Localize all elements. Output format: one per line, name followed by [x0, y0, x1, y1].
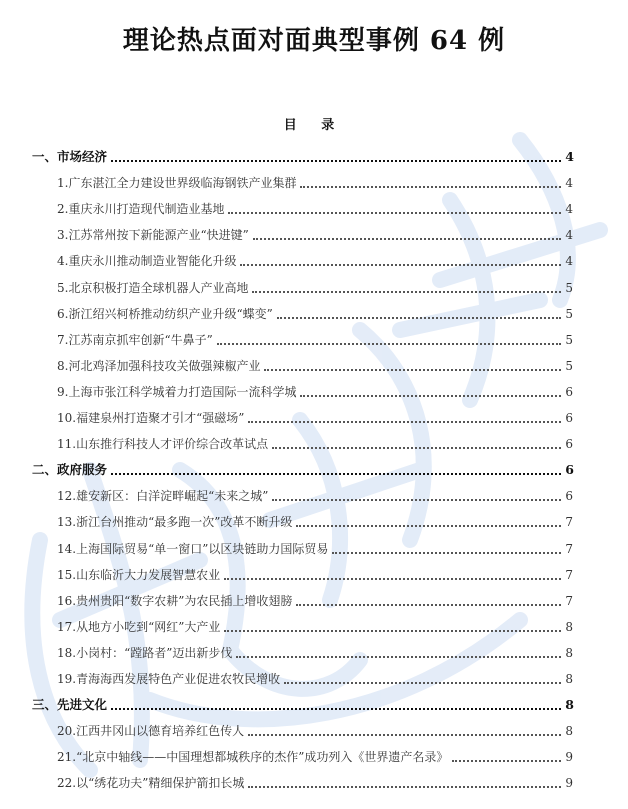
toc-leader-dots — [248, 421, 561, 423]
toc-entry-page: 7 — [565, 541, 573, 556]
toc-leader-dots — [332, 552, 561, 554]
toc-entry-page: 8 — [565, 619, 573, 634]
toc-entry-page: 4 — [565, 228, 573, 243]
toc-entry-title: 11.山东推行科技人才评价综合改革试点 — [57, 437, 269, 452]
toc-leader-dots — [284, 682, 561, 684]
toc-entry-title: 9.上海市张江科学城着力打造国际一流科学城 — [57, 384, 297, 399]
toc-entry-page: 5 — [565, 358, 573, 373]
toc-leader-dots — [248, 734, 561, 736]
toc-entry[interactable] — [0, 197, 628, 217]
toc-entry[interactable] — [0, 223, 628, 243]
toc-entry[interactable] — [0, 771, 628, 791]
toc-entry-title: 12.雄安新区：白洋淀畔崛起“未来之城” — [57, 489, 269, 504]
toc-leader-dots — [272, 499, 561, 501]
toc-entry-page: 5 — [565, 306, 573, 321]
toc-entry-page: 8 — [565, 724, 573, 739]
toc-entry[interactable] — [0, 328, 628, 348]
toc-leader-dots — [296, 604, 561, 606]
toc-entry[interactable] — [0, 302, 628, 322]
toc-section[interactable] — [0, 458, 628, 478]
toc-entry-title: 22.以“绣花功夫”精细保护箭扣长城 — [57, 776, 245, 791]
toc-leader-dots — [300, 395, 561, 397]
toc-entry-title: 6.浙江绍兴柯桥推动纺织产业升级“蝶变” — [57, 306, 273, 321]
toc-entry-page: 6 — [565, 384, 573, 399]
toc-entry-page: 7 — [565, 515, 573, 530]
toc-leader-dots — [252, 291, 561, 293]
toc-entry[interactable] — [0, 249, 628, 269]
toc-entry-title: 17.从地方小吃到“网红”大产业 — [57, 619, 221, 634]
toc-entry-title: 4.重庆永川推动制造业智能化升级 — [57, 254, 237, 269]
toc-entry[interactable] — [0, 171, 628, 191]
toc-entry-page: 6 — [565, 489, 573, 504]
toc-leader-dots — [236, 656, 561, 658]
page-title: 理论热点面对面典型事例 64 例 — [122, 26, 506, 56]
toc-entry-title: 21.“北京中轴线——中国理想都城秩序的杰作”成功列入《世界遗产名录》 — [57, 750, 449, 765]
toc-entry-page: 4 — [565, 202, 573, 217]
toc-leader-dots — [253, 238, 562, 240]
toc-entry-page: 7 — [565, 567, 573, 582]
toc-entry-page: 4 — [565, 254, 573, 269]
toc-entry-title: 16.贵州贵阳“数字农耕”为农民插上增收翅膀 — [57, 593, 293, 608]
toc-leader-dots — [228, 212, 561, 214]
toc-entry[interactable] — [0, 276, 628, 296]
toc-entry[interactable] — [0, 354, 628, 374]
toc-entry[interactable] — [0, 484, 628, 504]
toc-leader-dots — [111, 708, 561, 710]
toc-entry-page: 8 — [565, 645, 573, 660]
toc-entry-title: 三、先进文化 — [32, 697, 108, 713]
toc-entry-page: 6 — [565, 437, 573, 452]
toc-section[interactable] — [0, 145, 628, 165]
toc-entry-page: 6 — [565, 411, 573, 425]
toc-entry[interactable] — [0, 406, 628, 426]
toc-entry-title: 20.江西井冈山以德育培养红色传人 — [57, 724, 245, 739]
toc-entry-title: 14.上海国际贸易“单一窗口”以区块链助力国际贸易 — [57, 541, 329, 556]
toc-entry-page: 9 — [565, 750, 573, 765]
toc-leader-dots — [111, 160, 561, 162]
toc-entry[interactable] — [0, 510, 628, 530]
toc-entry[interactable] — [0, 537, 628, 557]
toc-entry-title: 8.河北鸡泽加强科技攻关做强辣椒产业 — [57, 358, 261, 373]
toc-entry-page: 6 — [565, 462, 574, 478]
toc-entry-page: 5 — [565, 280, 573, 295]
toc-leader-dots — [111, 473, 561, 475]
toc-entry-title: 10.福建泉州打造聚才引才“强磁场” — [57, 411, 245, 425]
toc-leader-dots — [272, 447, 561, 449]
toc-heading: 目 录 — [283, 118, 345, 133]
toc-entry-page: 8 — [565, 672, 573, 686]
toc-leader-dots — [264, 369, 561, 371]
toc-entry-title: 3.江苏常州按下新能源产业“快进键” — [57, 228, 249, 243]
toc-entry-title: 7.江苏南京抓牢创新“牛鼻子” — [57, 332, 213, 347]
toc-leader-dots — [224, 630, 561, 632]
toc-entry[interactable] — [0, 380, 628, 400]
toc-entry[interactable] — [0, 589, 628, 609]
toc-entry-page: 7 — [565, 593, 573, 608]
toc-entry-title: 一、市场经济 — [32, 149, 108, 164]
toc-entry-title: 1.广东湛江全力建设世界级临海钢铁产业集群 — [57, 176, 297, 191]
toc-entry-title: 18.小岗村：“蹚路者”迈出新步伐 — [57, 645, 233, 660]
toc-entry[interactable] — [0, 719, 628, 739]
toc-entry-title: 19.青海海西发展特色产业促进农牧民增收 — [57, 672, 281, 686]
toc-entry-page: 8 — [565, 697, 574, 713]
toc-entry[interactable] — [0, 563, 628, 583]
toc-leader-dots — [452, 760, 561, 762]
toc-leader-dots — [224, 578, 561, 580]
toc-entry[interactable] — [0, 641, 628, 661]
toc-entry[interactable] — [0, 615, 628, 635]
toc-entry-title: 二、政府服务 — [32, 462, 108, 478]
toc-leader-dots — [300, 186, 561, 188]
toc-entry[interactable] — [0, 667, 628, 687]
toc-section[interactable] — [0, 693, 628, 713]
toc-entry-page: 9 — [565, 776, 573, 791]
toc-entry-page: 4 — [565, 149, 574, 164]
toc-leader-dots — [217, 343, 562, 345]
toc-leader-dots — [277, 317, 562, 319]
toc-entry-title: 2.重庆永川打造现代制造业基地 — [57, 202, 225, 217]
toc-entry[interactable] — [0, 432, 628, 452]
toc-leader-dots — [248, 786, 561, 788]
toc-entry-title: 15.山东临沂大力发展智慧农业 — [57, 567, 221, 582]
toc-entry-page: 4 — [565, 176, 573, 191]
toc-entry-title: 5.北京积极打造全球机器人产业高地 — [57, 280, 249, 295]
toc-entry-title: 13.浙江台州推动“最多跑一次”改革不断升级 — [57, 515, 293, 530]
toc-entry-page: 5 — [565, 332, 573, 347]
toc-entry[interactable] — [0, 745, 628, 765]
toc-leader-dots — [240, 264, 561, 266]
toc-leader-dots — [296, 525, 561, 527]
